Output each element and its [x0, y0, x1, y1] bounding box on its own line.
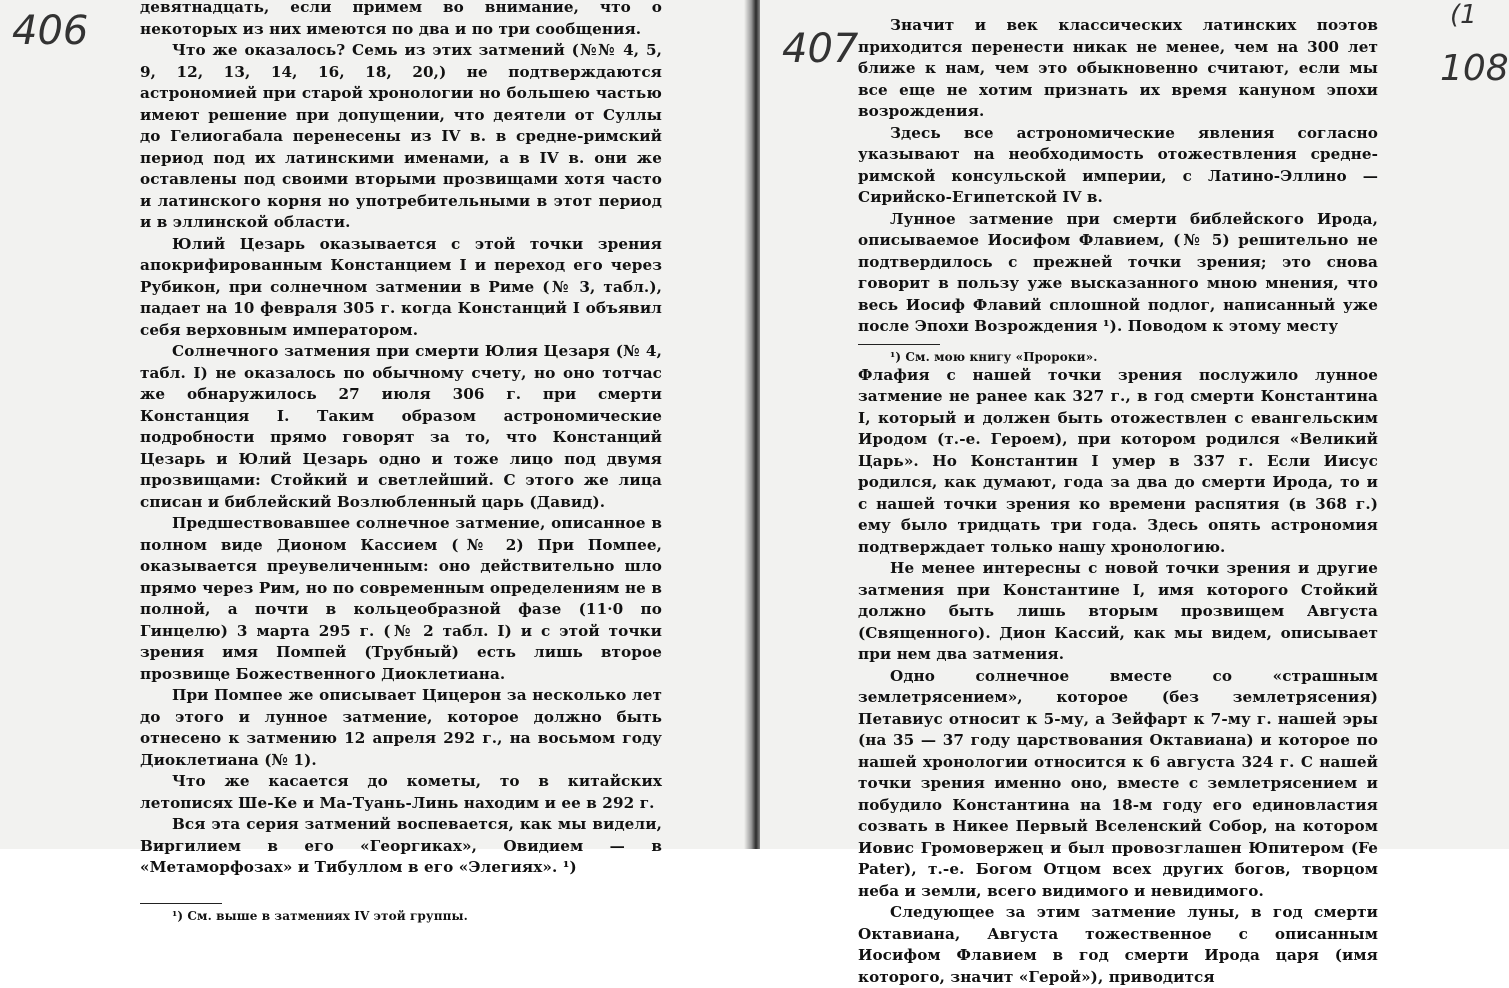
- right-footnote-rule: [858, 344, 940, 345]
- left-paragraph-5: Предшествовавшее солнечное затмение, описанное в полном виде Дионом Кассием (№ 2) При Помпее, оказывается преувеличенным: оно действительно шло прямо через Рим, но по современным определениям не в полной, а почти в кольцеобразной фазе (11·0 по Гинцелю) 3 марта 295 г. (№ 2 табл. I) и с этой точки зрения имя Помпей (Трубный) есть лишь второе прозвище Божественного Диоклетиана.: [140, 514, 662, 683]
- left-page-text: [140, 0, 662, 924]
- left-footnote: ¹) См. выше в затмениях IV этой группы.: [172, 908, 468, 923]
- right-paragraph-5: Не менее интересны с новой точки зрения и другие затмения при Константине I, имя которого Стойкий должно быть лишь вторым прозвищем Августа (Священного). Дион Кассий, как мы видем, описывает при нем два затмения.: [858, 559, 1378, 663]
- right-footnote: ¹) См. мою книгу «Пророки».: [890, 349, 1098, 364]
- right-page-text: [858, 15, 1378, 988]
- right-handwritten-corner-mark: (1: [1450, 0, 1477, 30]
- right-paragraph-3: Лунное затмение при смерти библейского Ирода, описываемое Иосифом Флавием, (№ 5) решительно не подтвердилось с прежней точки зрения; это снова говорит в пользу уже высказанного мною мнения, что весь Иосиф Флавий сплошной подлог, написанный уже после Эпохи Возрождения ¹). Поводом к этому месту: [858, 209, 1378, 335]
- left-handwritten-page-number: 406: [12, 8, 89, 54]
- left-paragraph-1: девятнадцать, если примем во внимание, что о некоторых из них имеются по два и по три сообщения.: [140, 0, 662, 38]
- left-footnote-rule: [140, 903, 222, 904]
- left-paragraph-3: Юлий Цезарь оказывается с этой точки зрения апокрифированным Констанцием I и переход его через Рубикон, при солнечном затмении в Риме (№ 3, табл.), падает на 10 февраля 305 г. когда Констанций I объявил себя верховным императором.: [140, 234, 662, 339]
- right-paragraph-4: Флафия с нашей точки зрения послужило лунное затмение не ранее как 327 г., в год смерти Константина I, который и должен быть отожествлен с евангельским Иродом (т.-е. Героем), при котором родился «Великий Царь». Но Константин I умер в 337 г. Если Иисус родился, как думают, года за два до смерти Ирода, то и с нашей точки зрения ко времени распятия (в 368 г.) ему было тридцать три года. Здесь опять астрономия подтверждает только нашу хронологию.: [858, 365, 1378, 556]
- left-paragraph-4: Солнечного затмения при смерти Юлия Цезаря (№ 4, табл. I) не оказалось по обычному счету, но оно тотчас же обнаружилось 27 июля 306 г. при смерти Констанция I. Таким образом астрономические подробности прямо говорят за то, что Констанций Цезарь и Юлий Цезарь одно и тоже лицо под двумя прозвищами: Стойкий и светлейший. С этого же лица списан и библейский Возлюбленный царь (Давид).: [140, 342, 662, 511]
- left-paragraph-8: Вся эта серия затмений воспевается, как мы видели, Виргилием в его «Георгиках», Овидием — в «Метаморфозах» и Тибуллом в его «Элегиях». ¹): [140, 815, 662, 876]
- right-paragraph-7: Следующее за этим затмение луны, в год смерти Октавиана, Августа тожественное с описанным Иосифом Флавием в год смерти Ирода царя (имя которого, значит «Герой»), приводится: [858, 903, 1378, 986]
- right-paragraph-2: Здесь все астрономические явления согласно указывают на необходимость отожествления средне-римской консульской империи, с Латино-Эллино — Сирийско-Египетской IV в.: [858, 123, 1378, 206]
- left-paragraph-6: При Помпее же описывает Цицерон за несколько лет до этого и лунное затмение, которое должно быть отнесено к затмению 12 апреля 292 г., на восьмом году Диоклетиана (№ 1).: [140, 686, 662, 769]
- right-handwritten-corner-number: 108: [1440, 48, 1509, 89]
- right-paragraph-6: Одно солнечное вместе со «страшным землетрясением», которое (без землетрясения) Петавиус относит к 5-му, а Зейфарт к 7-му г. нашей эры (на 35 — 37 году царствования Октавиана) и которое по нашей хронологии относится к 6 августа 324 г. С нашей точки зрения именно оно, вместе с землетрясением и побудило Константина на 18-м году его единовластия созвать в Никее Первый Вселенский Собор, на котором Иовис Громовержец и был провозглашен Юпитером (Fe Pater), т.-е. Богом Отцом всех других богов, творцом неба и земли, всего видимого и невидимого.: [858, 666, 1378, 900]
- left-paragraph-7: Что же касается до кометы, то в китайских летописях Ше-Ке и Ма-Туань-Линь находим и ее в 292 г.: [140, 772, 662, 812]
- right-paragraph-1: Значит и век классических латинских поэтов приходится перенести никак не менее, чем на 300 лет ближе к нам, чем это обыкновенно считают, если мы все еще не хотим признать их время кануном эпохи возрождения.: [858, 16, 1378, 120]
- right-page: [760, 0, 1509, 986]
- left-page: [0, 0, 752, 923]
- right-handwritten-page-number: 407: [782, 26, 859, 72]
- left-paragraph-2: Что же оказалось? Семь из этих затмений (№№ 4, 5, 9, 12, 13, 14, 16, 18, 20,) не подтверждаются астрономией при старой хронологии но большею частью имеют решение при допущении, что деятели от Суллы до Гелиогабала перенесены из IV в. в средне-римский период под их латинскими именами, а в IV в. они же оставлены под своими вторыми прозвищами хотя часто и латинского корня но употребительными в этот период и в эллинской области.: [140, 41, 662, 231]
